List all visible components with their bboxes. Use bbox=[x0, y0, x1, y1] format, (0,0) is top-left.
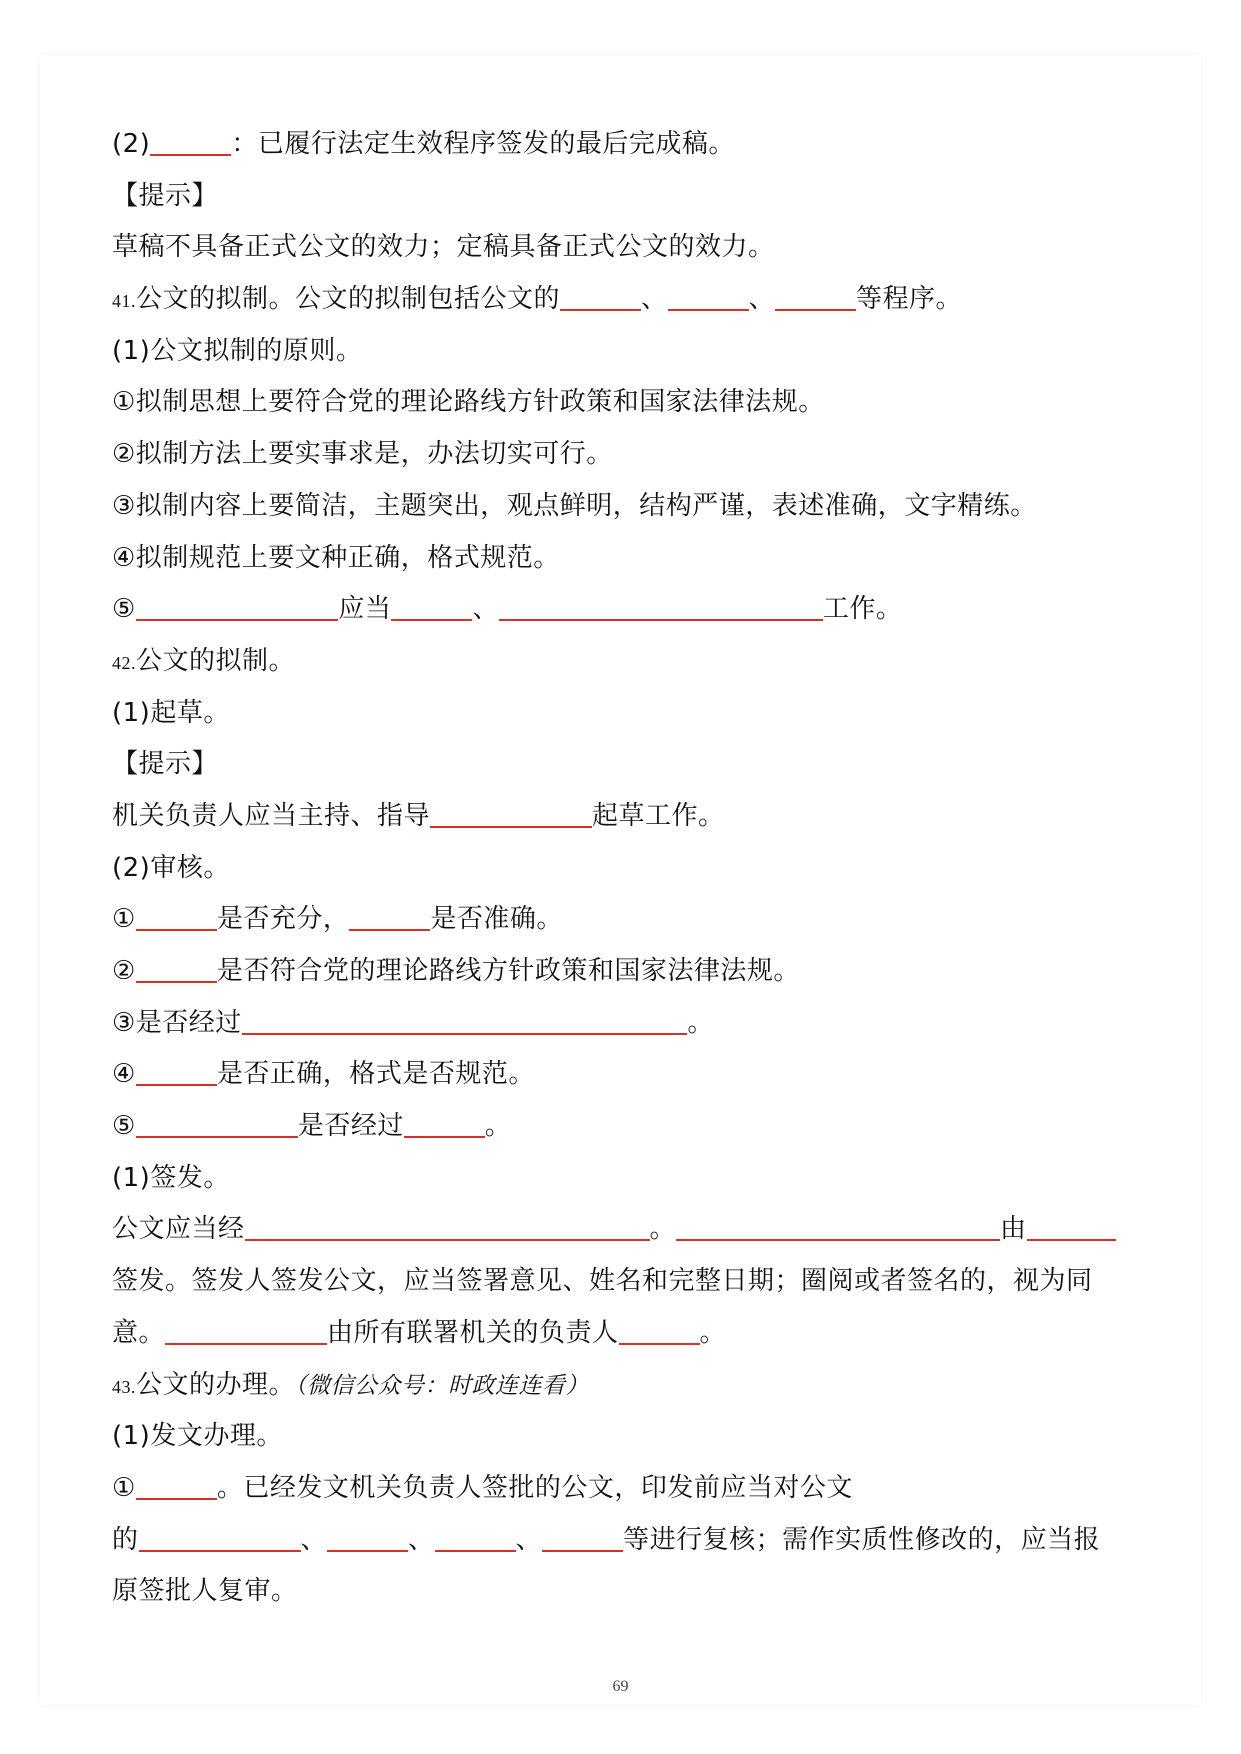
text-segment: ：已履行法定生效程序签发的最后完成稿。 bbox=[231, 129, 735, 159]
fill-in-blank bbox=[136, 1468, 217, 1500]
text-segment: 、 bbox=[515, 1524, 543, 1555]
text-segment: 公文的办理。 bbox=[136, 1369, 296, 1400]
fill-in-blank bbox=[542, 1520, 623, 1552]
text-segment: 由所有联署机关的负责人 bbox=[327, 1317, 619, 1348]
text-segment: 【提示】 bbox=[112, 749, 219, 780]
text-line bbox=[112, 1360, 1132, 1412]
text-segment: 、 bbox=[641, 284, 668, 315]
fill-in-blank bbox=[668, 279, 749, 311]
text-segment: 是否经过 bbox=[297, 1111, 404, 1142]
text-line bbox=[112, 1515, 1132, 1567]
text-segment: 、 bbox=[748, 284, 776, 315]
fill-in-blank bbox=[349, 899, 430, 931]
fill-in-blank bbox=[139, 1520, 301, 1552]
text-segment: 。 bbox=[484, 1111, 512, 1142]
fill-in-blank bbox=[165, 1313, 327, 1345]
fill-in-blank bbox=[430, 796, 592, 828]
fill-in-blank bbox=[499, 589, 823, 621]
text-segment: 是否正确，格式是否规范。 bbox=[216, 1059, 535, 1090]
fill-in-blank bbox=[775, 279, 856, 311]
text-segment: 是否符合党的理论路线方针政策和国家法律法规。 bbox=[216, 956, 800, 986]
text-segment: ④拟制规范上要文种正确，格式规范。 bbox=[112, 542, 560, 573]
fill-in-blank bbox=[327, 1520, 408, 1552]
text-segment: (2) bbox=[112, 129, 151, 159]
text-segment: 等进行复核；需作实质性修改的，应当报 bbox=[623, 1524, 1101, 1555]
text-line bbox=[112, 1566, 1132, 1618]
text-segment: 公文的拟制。 bbox=[136, 645, 296, 676]
text-segment: 签发。签发人签发公文，应当签署意见、姓名和完整日期；圈阅或者签名的，视为同 bbox=[112, 1266, 1093, 1297]
text-line bbox=[112, 791, 1132, 843]
watermark-note: （微信公众号：时政连连看） bbox=[295, 1372, 590, 1399]
text-line bbox=[112, 171, 1132, 223]
fill-in-blank bbox=[404, 1106, 485, 1138]
text-line bbox=[112, 584, 1132, 636]
fill-in-blank bbox=[136, 1054, 217, 1086]
fill-in-blank bbox=[245, 1209, 650, 1241]
fill-in-blank bbox=[136, 951, 217, 983]
fill-in-blank bbox=[560, 279, 641, 311]
text-line bbox=[112, 1256, 1132, 1308]
item-number: 43. bbox=[112, 1376, 136, 1397]
text-line bbox=[112, 946, 1132, 998]
text-line bbox=[112, 1411, 1132, 1463]
text-segment: 、 bbox=[408, 1524, 435, 1555]
text-segment: ①拟制思想上要符合党的理论路线方针政策和国家法律法规。 bbox=[112, 387, 825, 418]
text-line bbox=[112, 1049, 1132, 1101]
text-segment: 机关负责人应当主持、指导 bbox=[112, 800, 431, 831]
text-line bbox=[112, 688, 1132, 740]
text-line bbox=[112, 998, 1132, 1050]
fill-in-blank bbox=[136, 1106, 298, 1138]
fill-in-blank bbox=[1027, 1209, 1116, 1241]
document-body bbox=[112, 119, 1132, 1618]
text-segment: 。 bbox=[649, 1214, 677, 1245]
fill-in-blank bbox=[435, 1520, 516, 1552]
text-segment: (1)发文办理。 bbox=[112, 1421, 283, 1452]
text-line bbox=[112, 377, 1132, 429]
text-segment: 等程序。 bbox=[856, 284, 963, 315]
text-segment: 公文应当经 bbox=[112, 1214, 245, 1245]
fill-in-blank bbox=[136, 589, 339, 621]
item-number: 42. bbox=[112, 652, 136, 673]
text-segment: 的 bbox=[112, 1524, 139, 1555]
text-segment: ⑤ bbox=[112, 594, 136, 625]
text-line bbox=[112, 533, 1132, 585]
fill-in-blank bbox=[136, 899, 217, 931]
text-line bbox=[112, 1308, 1132, 1360]
text-segment: ① bbox=[112, 1472, 136, 1503]
text-segment: ① bbox=[112, 904, 136, 935]
text-segment: 草稿不具备正式公文的效力；定稿具备正式公文的效力。 bbox=[112, 232, 775, 263]
text-segment: 是否准确。 bbox=[430, 904, 563, 935]
text-segment: (2)审核。 bbox=[112, 852, 230, 883]
fill-in-blank bbox=[391, 589, 472, 621]
text-line bbox=[112, 274, 1132, 326]
text-segment: ③拟制内容上要简洁，主题突出，观点鲜明，结构严谨，表述准确，文字精练。 bbox=[112, 490, 1037, 521]
text-segment: 应当 bbox=[338, 594, 392, 625]
text-line bbox=[112, 1204, 1132, 1256]
text-segment: 。已经发文机关负责人签批的公文，印发前应当对公文 bbox=[216, 1472, 853, 1503]
page-number: 69 bbox=[612, 1678, 629, 1695]
text-segment: ② bbox=[112, 956, 136, 986]
text-segment: 由 bbox=[1000, 1214, 1027, 1245]
text-line bbox=[112, 119, 1132, 171]
text-line bbox=[112, 843, 1132, 895]
text-segment: (1)起草。 bbox=[112, 697, 230, 728]
fill-in-blank bbox=[242, 1003, 688, 1035]
text-line bbox=[112, 894, 1132, 946]
fill-in-blank bbox=[676, 1209, 1000, 1241]
text-segment: 原签批人复审。 bbox=[112, 1576, 298, 1607]
text-segment: (1)公文拟制的原则。 bbox=[112, 335, 363, 366]
text-segment: 。 bbox=[699, 1317, 727, 1348]
fill-in-blank bbox=[619, 1313, 700, 1345]
text-segment: ③是否经过 bbox=[112, 1007, 242, 1038]
text-segment: 、 bbox=[300, 1524, 328, 1555]
text-segment: 【提示】 bbox=[112, 180, 219, 211]
text-line bbox=[112, 1101, 1132, 1153]
text-segment: (1)签发。 bbox=[112, 1162, 230, 1193]
text-segment: 意。 bbox=[112, 1317, 166, 1348]
text-segment: ②拟制方法上要实事求是，办法切实可行。 bbox=[112, 439, 613, 470]
text-segment: ⑤ bbox=[112, 1111, 136, 1142]
text-line bbox=[112, 429, 1132, 481]
text-line bbox=[112, 222, 1132, 274]
text-line bbox=[112, 1153, 1132, 1205]
text-line bbox=[112, 481, 1132, 533]
text-segment: 工作。 bbox=[822, 594, 903, 625]
fill-in-blank bbox=[150, 124, 231, 156]
text-segment: 公文的拟制。公文的拟制包括公文的 bbox=[136, 284, 561, 315]
text-line bbox=[112, 636, 1132, 688]
text-line bbox=[112, 1463, 1132, 1515]
text-segment: 是否充分， bbox=[216, 904, 350, 935]
text-segment: 。 bbox=[687, 1007, 714, 1038]
text-segment: 、 bbox=[472, 594, 499, 625]
text-line bbox=[112, 326, 1132, 378]
text-segment: 起草工作。 bbox=[592, 800, 725, 831]
text-line bbox=[112, 739, 1132, 791]
text-segment: ④ bbox=[112, 1059, 136, 1090]
item-number: 41. bbox=[112, 291, 136, 312]
